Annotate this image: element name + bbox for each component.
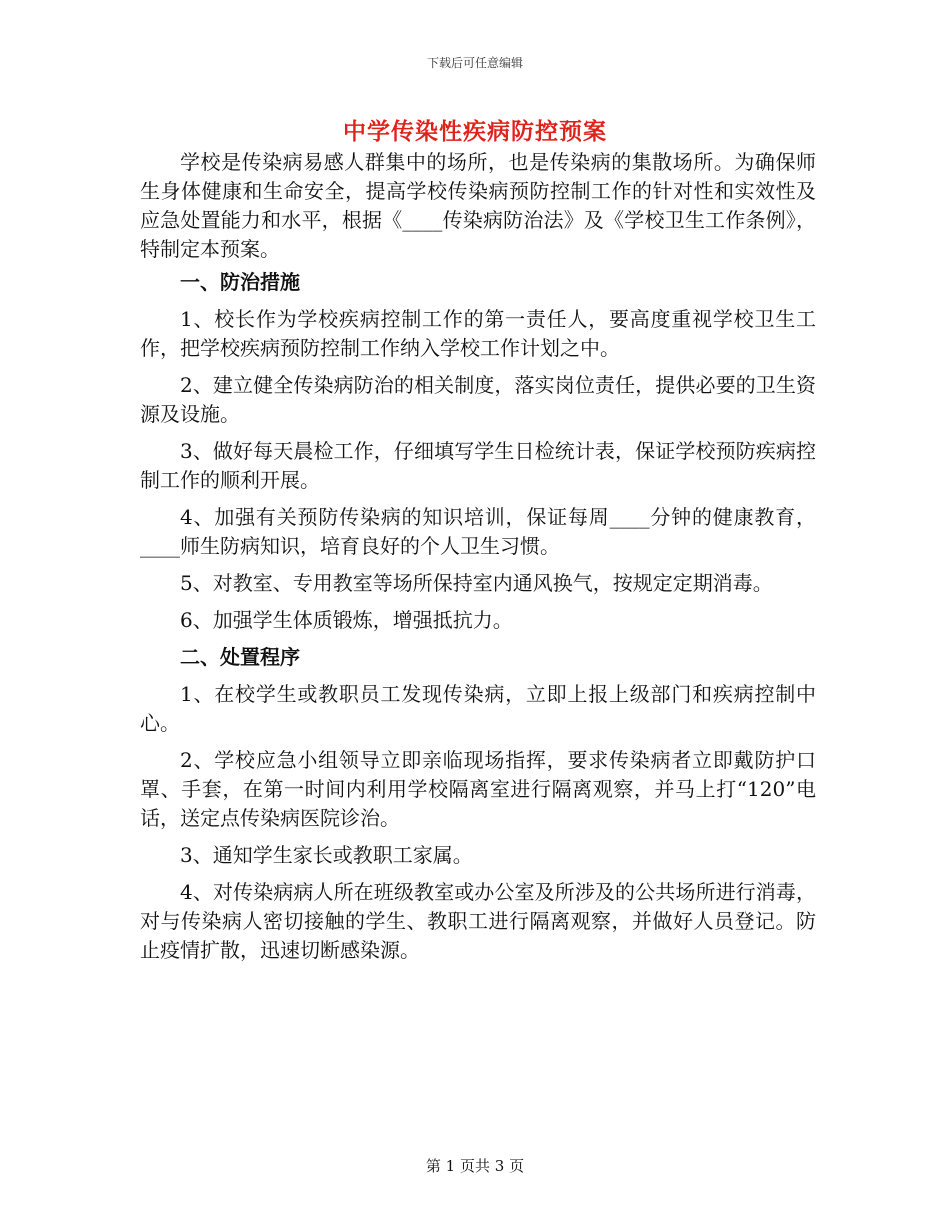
list-item: 3、通知学生家长或教职工家属。 [180, 843, 473, 867]
list-item: 1、校长作为学校疾病控制工作的第一责任人，要高度重视学校卫生工作，把学校疾病预防控制工作纳入学校工作计划之中。 [140, 307, 816, 360]
document-title: 中学传染性疾病防控预案 [343, 118, 607, 145]
list-item: 5、对教室、专用教室等场所保持室内通风换气，按规定定期消毒。 [180, 571, 773, 595]
section-heading-measures: 一、防治措施 [180, 270, 300, 294]
list-item: 2、学校应急小组领导立即亲临现场指挥，要求传染病者立即戴防护口罩、手套，在第一时间内利用学校隔离室进行隔离观察，并马上打“120”电话，送定点传染病医院诊治。 [140, 748, 816, 830]
page-footer: 第 1 页共 3 页 [425, 1157, 525, 1175]
list-item: 4、对传染病病人所在班级教室或办公室及所涉及的公共场所进行消毒，对与传染病人密切接触的学生、教职工进行隔离观察，并做好人员登记。防止疫情扩散，迅速切断感染源。 [140, 880, 816, 962]
list-item: 1、在校学生或教职员工发现传染病，立即上报上级部门和疾病控制中心。 [140, 682, 816, 735]
list-item: 3、做好每天晨检工作，仔细填写学生日检统计表，保证学校预防疾病控制工作的顺利开展。 [140, 439, 816, 492]
header-note: 下载后可任意编辑 [426, 56, 523, 70]
intro-paragraph: 学校是传染病易感人群集中的场所，也是传染病的集散场所。为确保师生身体健康和生命安全，提高学校传染病预防控制工作的针对性和实效性及应急处置能力和水平，根据《____传染病防治法》及《学校卫生工作条例》，特制定本预案。 [140, 150, 816, 261]
section-heading-procedures: 二、处置程序 [180, 645, 300, 669]
list-item: 4、加强有关预防传染病的知识培训，保证每周____分钟的健康教育，____师生防病知识，培育良好的个人卫生习惯。 [140, 505, 816, 558]
list-item: 2、建立健全传染病防治的相关制度，落实岗位责任，提供必要的卫生资源及设施。 [140, 373, 816, 426]
document-body [140, 148, 816, 973]
list-item: 6、加强学生体质锻炼，增强抵抗力。 [180, 608, 513, 632]
